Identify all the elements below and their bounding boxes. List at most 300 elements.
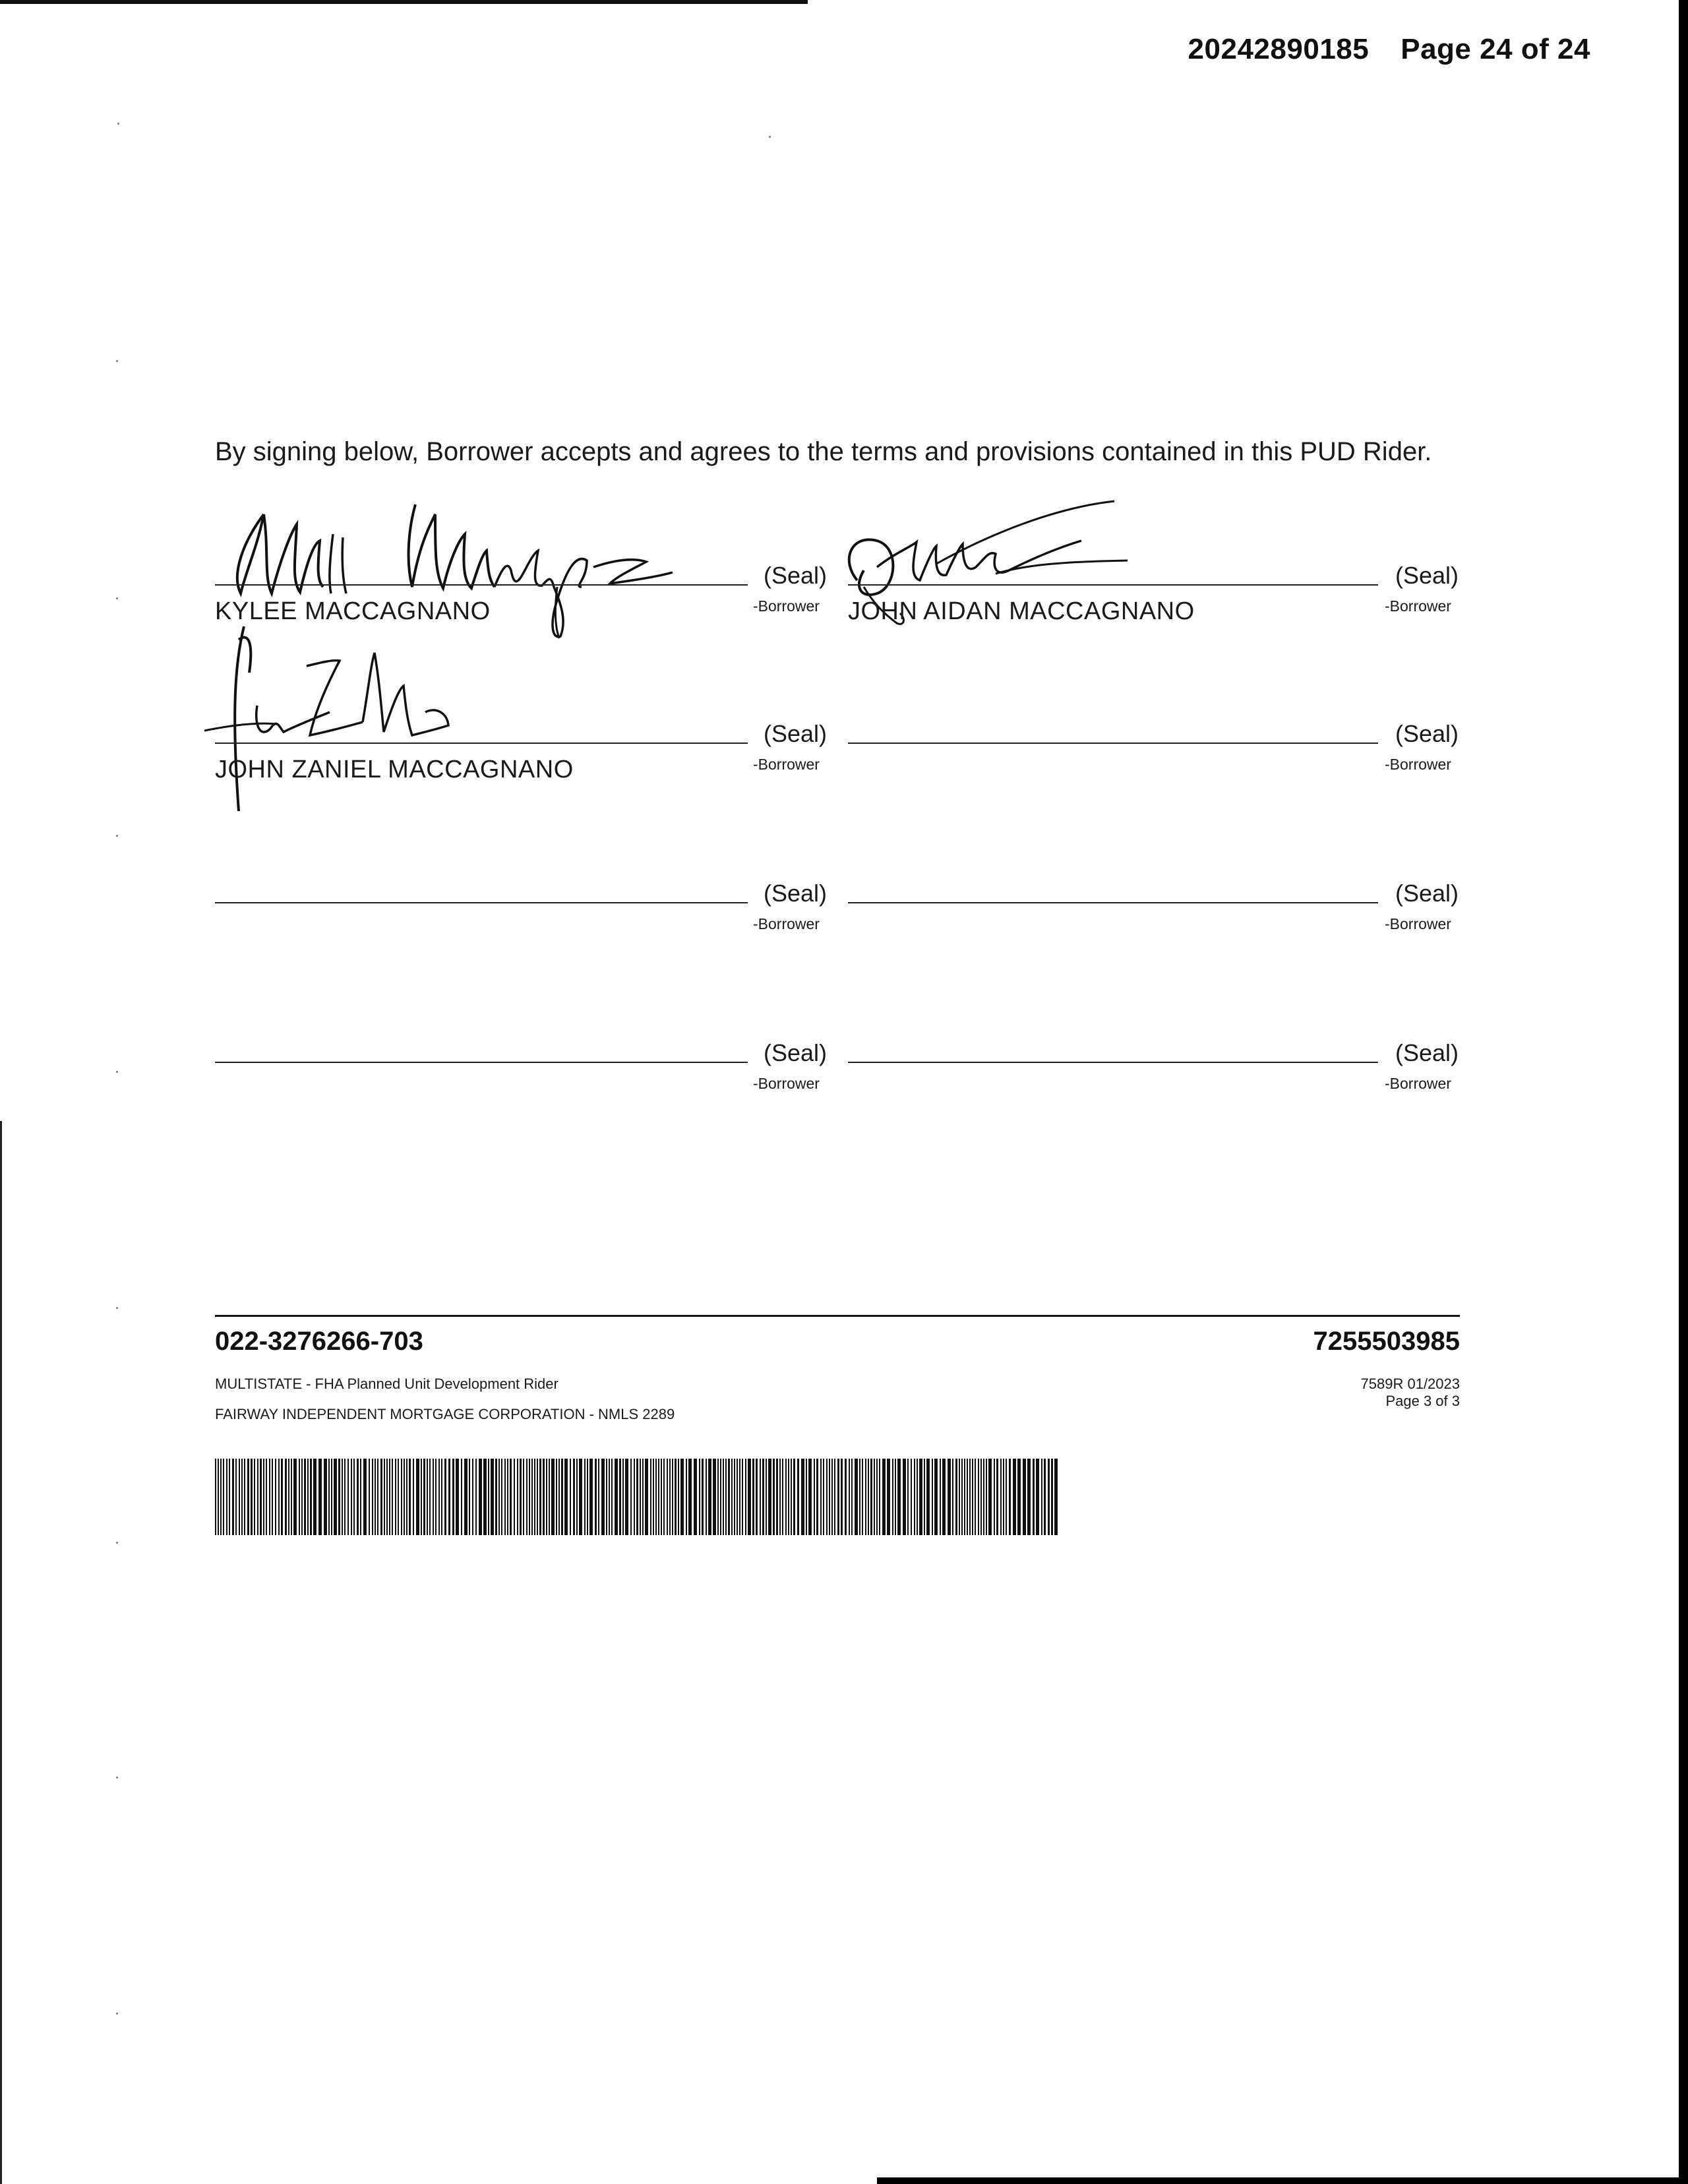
barcode-bar <box>1013 1459 1016 1535</box>
barcode-bar <box>752 1459 754 1535</box>
barcode-bar <box>404 1459 405 1535</box>
barcode-bar <box>723 1459 724 1535</box>
barcode-bar <box>313 1459 316 1535</box>
barcode-bar <box>645 1459 648 1535</box>
borrower-name: JOHN AIDAN MACCAGNANO <box>848 597 1195 625</box>
barcode-bar <box>413 1459 414 1535</box>
barcode-bar <box>272 1459 273 1535</box>
barcode-bar <box>377 1459 378 1535</box>
barcode-bar <box>762 1459 764 1535</box>
barcode-bar <box>244 1459 245 1535</box>
barcode-bar <box>619 1459 621 1535</box>
barcode-bar <box>699 1459 700 1535</box>
barcode-bar <box>475 1459 477 1535</box>
barcode-bar <box>622 1459 624 1535</box>
scan-speck <box>116 1542 118 1544</box>
barcode-bar <box>720 1459 721 1535</box>
barcode-bar <box>573 1459 575 1535</box>
barcode-bar <box>406 1459 407 1535</box>
barcode-bar <box>849 1459 850 1535</box>
barcode-bar <box>344 1459 346 1535</box>
barcode-bar <box>507 1459 508 1535</box>
seal-label: (Seal) <box>1395 1039 1459 1066</box>
barcode-bar <box>601 1459 605 1535</box>
reference-number: 7255503985 <box>1313 1327 1460 1356</box>
form-page: Page 3 of 3 <box>1385 1393 1460 1409</box>
barcode-bar <box>669 1459 671 1535</box>
barcode-bar <box>380 1459 382 1535</box>
barcode-bar <box>837 1459 839 1535</box>
barcode-bar <box>1006 1459 1007 1535</box>
signature-line <box>848 743 1378 744</box>
barcode-bar <box>996 1459 998 1535</box>
barcode-bar <box>310 1459 312 1535</box>
barcode-bar <box>301 1459 303 1535</box>
barcode-bar <box>421 1459 422 1535</box>
scan-speck <box>116 2013 118 2015</box>
barcode-bar <box>501 1459 502 1535</box>
barcode-bar <box>672 1459 673 1535</box>
scan-speck <box>116 1307 118 1309</box>
barcode-bar <box>640 1459 641 1535</box>
barcode-bar <box>304 1459 306 1535</box>
barcode-bar <box>972 1459 973 1535</box>
barcode-bar <box>389 1459 390 1535</box>
barcode-bar <box>728 1459 730 1535</box>
barcode-bar <box>275 1459 276 1535</box>
barcode-bar <box>919 1459 922 1535</box>
barcode-bar <box>773 1459 775 1535</box>
barcode-bar <box>702 1459 704 1535</box>
barcode-bar <box>384 1459 385 1535</box>
form-code: 7589R 01/2023 <box>1360 1376 1460 1392</box>
barcode-bar <box>1036 1459 1039 1535</box>
barcode-bar <box>347 1459 349 1535</box>
barcode-bar <box>768 1459 771 1535</box>
barcode-bar <box>587 1459 588 1535</box>
barcode-bar <box>498 1459 500 1535</box>
scan-speck <box>116 597 118 599</box>
barcode-bar <box>438 1459 440 1535</box>
barcode-bar <box>324 1459 327 1535</box>
barcode-bar <box>598 1459 599 1535</box>
barcode-bar <box>589 1459 593 1535</box>
barcode-bar <box>895 1459 896 1535</box>
barcode-bar <box>642 1459 644 1535</box>
barcode-bar <box>636 1459 638 1535</box>
lender-name: FAIRWAY INDEPENDENT MORTGAGE CORPORATION - NMLS 2289 <box>215 1406 675 1422</box>
barcode-bar <box>435 1459 437 1535</box>
barcode-bar <box>395 1459 396 1535</box>
intro-text: By signing below, Borrower accepts and agrees to the terms and provisions contained in this PUD Rider. <box>215 437 1432 466</box>
barcode-bar <box>338 1459 340 1535</box>
barcode-bar <box>514 1459 515 1535</box>
barcode-bar <box>241 1459 243 1535</box>
barcode-bar <box>658 1459 659 1535</box>
barcode-bar <box>260 1459 262 1535</box>
borrower-label: -Borrower <box>1385 597 1451 615</box>
barcode-bar <box>1017 1459 1021 1535</box>
barcode-bar <box>739 1459 740 1535</box>
barcode-bar <box>239 1459 240 1535</box>
barcode-bar <box>331 1459 332 1535</box>
barcode-bar <box>801 1459 804 1535</box>
barcode-bar <box>924 1459 925 1535</box>
barcode-bar <box>914 1459 915 1535</box>
barcode-bar <box>961 1459 963 1535</box>
barcode-bar <box>680 1459 684 1535</box>
barcode-bar <box>579 1459 582 1535</box>
barcode-bar <box>469 1459 470 1535</box>
barcode <box>215 1459 1062 1535</box>
barcode-bar <box>452 1459 454 1535</box>
barcode-bar <box>855 1459 858 1535</box>
barcode-bar <box>529 1459 530 1535</box>
barcode-bar <box>464 1459 467 1535</box>
barcode-bar <box>820 1459 822 1535</box>
barcode-bar <box>667 1459 668 1535</box>
barcode-bar <box>831 1459 833 1535</box>
barcode-bar <box>887 1459 890 1535</box>
barcode-bar <box>495 1459 497 1535</box>
barcode-bar <box>1048 1459 1050 1535</box>
barcode-bar <box>416 1459 419 1535</box>
barcode-bar <box>756 1459 758 1535</box>
borrower-name: KYLEE MACCAGNANO <box>215 597 491 625</box>
barcode-bar <box>934 1459 938 1535</box>
barcode-bar <box>986 1459 987 1535</box>
barcode-bar <box>342 1459 343 1535</box>
barcode-bar <box>357 1459 359 1535</box>
barcode-bar <box>841 1459 843 1535</box>
signature-line <box>848 902 1378 903</box>
barcode-bar <box>510 1459 512 1535</box>
barcode-bar <box>785 1459 787 1535</box>
seal-label: (Seal) <box>1395 720 1459 747</box>
barcode-bar <box>917 1459 918 1535</box>
barcode-bar <box>834 1459 835 1535</box>
barcode-bar <box>539 1459 541 1535</box>
scan-edge-right <box>1679 0 1688 2184</box>
barcode-bar <box>247 1459 249 1535</box>
barcode-bar <box>318 1459 322 1535</box>
barcode-bar <box>363 1459 367 1535</box>
barcode-bar <box>851 1459 853 1535</box>
barcode-bar <box>299 1459 300 1535</box>
barcode-bar <box>876 1459 878 1535</box>
john-zaniel-signature <box>198 613 475 824</box>
barcode-bar <box>285 1459 287 1535</box>
seal-label: (Seal) <box>1395 880 1459 907</box>
barcode-bar <box>816 1459 818 1535</box>
barcode-bar <box>952 1459 953 1535</box>
scan-edge-bottom <box>877 2177 1688 2184</box>
barcode-bar <box>766 1459 767 1535</box>
barcode-bar <box>556 1459 557 1535</box>
barcode-bar <box>779 1459 781 1535</box>
barcode-bar <box>823 1459 824 1535</box>
seal-label: (Seal) <box>764 880 828 907</box>
barcode-bar <box>543 1459 545 1535</box>
barcode-bar <box>293 1459 297 1535</box>
loan-number: 022-3276266-703 <box>215 1327 423 1356</box>
barcode-bar <box>483 1459 487 1535</box>
barcode-bar <box>663 1459 665 1535</box>
barcode-bar <box>441 1459 442 1535</box>
signature-line <box>215 1062 748 1063</box>
barcode-bar <box>892 1459 893 1535</box>
barcode-bar <box>488 1459 489 1535</box>
barcode-bar <box>561 1459 563 1535</box>
barcode-bar <box>456 1459 459 1535</box>
scan-speck <box>116 1071 118 1073</box>
barcode-bar <box>278 1459 280 1535</box>
barcode-bar <box>1054 1459 1058 1535</box>
signature-line <box>215 902 748 903</box>
barcode-bar <box>504 1459 506 1535</box>
barcode-bar <box>797 1459 799 1535</box>
barcode-bar <box>609 1459 610 1535</box>
barcode-bar <box>980 1459 982 1535</box>
barcode-bar <box>940 1459 941 1535</box>
barcode-bar <box>793 1459 795 1535</box>
footer-rule <box>215 1315 1460 1317</box>
barcode-bar <box>520 1459 522 1535</box>
barcode-bar <box>584 1459 586 1535</box>
barcode-bar <box>862 1459 863 1535</box>
barcode-bar <box>625 1459 628 1535</box>
barcode-bar <box>229 1459 230 1535</box>
borrower-label: -Borrower <box>1385 756 1451 773</box>
barcode-bar <box>907 1459 909 1535</box>
scan-speck <box>769 136 771 138</box>
borrower-label: -Borrower <box>753 915 820 932</box>
seal-label: (Seal) <box>764 720 828 747</box>
signature-line <box>848 584 1378 586</box>
barcode-bar <box>897 1459 901 1535</box>
barcode-bar <box>688 1459 692 1535</box>
barcode-bar <box>226 1459 227 1535</box>
signature-line <box>215 743 748 744</box>
page-header <box>1188 33 1590 66</box>
barcode-bar <box>215 1459 216 1535</box>
page-label: Page 24 of 24 <box>1401 33 1590 65</box>
barcode-bar <box>423 1459 425 1535</box>
barcode-bar <box>372 1459 373 1535</box>
barcode-bar <box>288 1459 289 1535</box>
barcode-bar <box>564 1459 568 1535</box>
barcode-bar <box>266 1459 267 1535</box>
barcode-bar <box>546 1459 547 1535</box>
barcode-bar <box>845 1459 847 1535</box>
barcode-bar <box>409 1459 411 1535</box>
barcode-bar <box>472 1459 473 1535</box>
barcode-bar <box>782 1459 783 1535</box>
barcode-bar <box>334 1459 337 1535</box>
scan-speck <box>116 835 118 837</box>
barcode-bar <box>534 1459 535 1535</box>
barcode-bar <box>1041 1459 1042 1535</box>
barcode-bar <box>251 1459 253 1535</box>
barcode-bar <box>806 1459 807 1535</box>
signature-line <box>215 584 748 586</box>
borrower-label: -Borrower <box>1385 1075 1451 1092</box>
barcode-bar <box>281 1459 283 1535</box>
barcode-bar <box>745 1459 746 1535</box>
barcode-bar <box>1051 1459 1053 1535</box>
borrower-label: -Borrower <box>753 756 820 773</box>
barcode-bar <box>653 1459 654 1535</box>
barcode-bar <box>491 1459 494 1535</box>
borrower-name: JOHN ZANIEL MACCAGNANO <box>215 756 574 783</box>
barcode-bar <box>429 1459 431 1535</box>
barcode-bar <box>351 1459 352 1535</box>
barcode-bar <box>1044 1459 1046 1535</box>
barcode-bar <box>870 1459 872 1535</box>
barcode-bar <box>731 1459 733 1535</box>
barcode-bar <box>448 1459 450 1535</box>
barcode-bar <box>967 1459 968 1535</box>
barcode-bar <box>615 1459 618 1535</box>
scan-speck <box>117 123 119 125</box>
barcode-bar <box>969 1459 971 1535</box>
barcode-bar <box>717 1459 719 1535</box>
barcode-bar <box>558 1459 560 1535</box>
barcode-bar <box>360 1459 361 1535</box>
barcode-bar <box>942 1459 946 1535</box>
barcode-bar <box>791 1459 792 1535</box>
barcode-bar <box>1023 1459 1026 1535</box>
barcode-bar <box>549 1459 550 1535</box>
barcode-bar <box>955 1459 957 1535</box>
barcode-bar <box>401 1459 402 1535</box>
barcode-bar <box>686 1459 687 1535</box>
barcode-bar <box>748 1459 751 1535</box>
barcode-bar <box>427 1459 428 1535</box>
borrower-label: -Borrower <box>753 1075 820 1092</box>
barcode-bar <box>650 1459 651 1535</box>
barcode-bar <box>461 1459 462 1535</box>
scan-edge-top <box>0 0 808 4</box>
barcode-bar <box>742 1459 743 1535</box>
barcode-bar <box>479 1459 482 1535</box>
barcode-bar <box>959 1459 960 1535</box>
barcode-bar <box>263 1459 264 1535</box>
document-number: 20242890185 <box>1188 33 1370 65</box>
barcode-bar <box>776 1459 778 1535</box>
barcode-bar <box>1027 1459 1031 1535</box>
barcode-bar <box>675 1459 677 1535</box>
barcode-bar <box>392 1459 393 1535</box>
barcode-bar <box>291 1459 292 1535</box>
barcode-bar <box>978 1459 979 1535</box>
barcode-bar <box>1033 1459 1035 1535</box>
barcode-bar <box>737 1459 738 1535</box>
barcode-bar <box>537 1459 538 1535</box>
barcode-bar <box>829 1459 830 1535</box>
barcode-bar <box>734 1459 735 1535</box>
barcode-bar <box>257 1459 258 1535</box>
barcode-bar <box>874 1459 875 1535</box>
barcode-bar <box>964 1459 965 1535</box>
barcode-bar <box>369 1459 370 1535</box>
barcode-bar <box>218 1459 219 1535</box>
barcode-bar <box>725 1459 727 1535</box>
barcode-bar <box>911 1459 912 1535</box>
barcode-bar <box>223 1459 224 1535</box>
barcode-bar <box>353 1459 355 1535</box>
barcode-bar <box>576 1459 578 1535</box>
scan-edge-left <box>0 1121 2 2184</box>
barcode-bar <box>595 1459 597 1535</box>
barcode-bar <box>307 1459 309 1535</box>
barcode-bar <box>386 1459 388 1535</box>
form-title: MULTISTATE - FHA Planned Unit Development Rider <box>215 1376 558 1392</box>
barcode-bar <box>706 1459 707 1535</box>
barcode-bar <box>694 1459 697 1535</box>
barcode-bar <box>1003 1459 1004 1535</box>
barcode-bar <box>531 1459 533 1535</box>
barcode-bar <box>826 1459 828 1535</box>
barcode-bar <box>926 1459 930 1535</box>
barcode-bar <box>630 1459 632 1535</box>
barcode-bar <box>254 1459 255 1535</box>
barcode-bar <box>570 1459 571 1535</box>
barcode-bar <box>882 1459 886 1535</box>
barcode-bar <box>814 1459 815 1535</box>
barcode-bar <box>220 1459 222 1535</box>
barcode-bar <box>235 1459 237 1535</box>
barcode-bar <box>655 1459 657 1535</box>
barcode-bar <box>983 1459 984 1535</box>
barcode-bar <box>948 1459 951 1535</box>
borrower-label: -Borrower <box>753 597 820 615</box>
barcode-bar <box>517 1459 518 1535</box>
borrower-label: -Borrower <box>1385 915 1451 932</box>
barcode-bar <box>879 1459 880 1535</box>
barcode-bar <box>788 1459 789 1535</box>
barcode-bar <box>634 1459 635 1535</box>
scan-speck <box>116 360 118 362</box>
barcode-bar <box>526 1459 528 1535</box>
barcode-bar <box>606 1459 607 1535</box>
barcode-bar <box>808 1459 812 1535</box>
barcode-bar <box>988 1459 992 1535</box>
barcode-bar <box>433 1459 434 1535</box>
seal-label: (Seal) <box>764 562 828 589</box>
barcode-bar <box>708 1459 711 1535</box>
barcode-bar <box>551 1459 555 1535</box>
barcode-bar <box>232 1459 234 1535</box>
scan-speck <box>116 1776 118 1778</box>
barcode-bar <box>760 1459 761 1535</box>
barcode-bar <box>859 1459 860 1535</box>
barcode-bar <box>975 1459 976 1535</box>
seal-label: (Seal) <box>764 1039 828 1066</box>
barcode-bar <box>868 1459 869 1535</box>
barcode-bar <box>375 1459 376 1535</box>
barcode-bar <box>523 1459 524 1535</box>
barcode-bar <box>994 1459 995 1535</box>
signature-line <box>848 1062 1378 1063</box>
seal-label: (Seal) <box>1395 562 1459 589</box>
barcode-bar <box>903 1459 906 1535</box>
barcode-bar <box>269 1459 270 1535</box>
barcode-bar <box>328 1459 330 1535</box>
barcode-bar <box>678 1459 679 1535</box>
barcode-bar <box>1000 1459 1002 1535</box>
barcode-bar <box>611 1459 613 1535</box>
